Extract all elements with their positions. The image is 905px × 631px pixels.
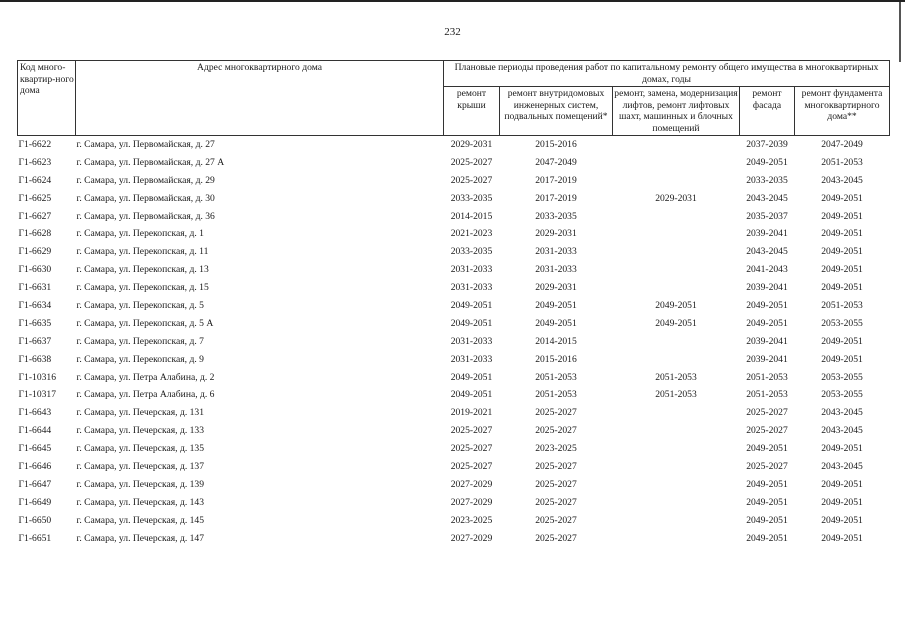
cell-engineering-systems: 2015-2016 <box>535 353 577 365</box>
cell-lifts <box>613 243 740 261</box>
cell-roof: 2025-2027 <box>450 443 493 455</box>
cell-lifts <box>613 333 740 351</box>
cell-lifts <box>613 136 740 154</box>
cell-engineering-systems: 2015-2016 <box>535 138 577 150</box>
cell-foundation: 2043-2045 <box>821 425 863 437</box>
cell-foundation: 2051-2053 <box>821 299 863 311</box>
cell-engineering-systems: 2049-2051 <box>535 317 577 329</box>
cell-engineering-systems: 2025-2027 <box>535 496 577 508</box>
cell-facade: 2049-2051 <box>746 156 788 168</box>
cell-foundation: 2049-2051 <box>821 210 863 222</box>
cell-address: г. Самара, ул. Петра Алабина, д. 6 <box>76 389 215 401</box>
cell-facade: 2025-2027 <box>746 460 788 472</box>
cell-facade: 2033-2035 <box>746 174 788 186</box>
cell-address: г. Самара, ул. Перекопская, д. 15 <box>76 282 209 294</box>
cell-roof: 2031-2033 <box>450 264 493 276</box>
cell-code: Г1-6646 <box>18 460 52 472</box>
cell-engineering-systems: 2025-2027 <box>535 425 577 437</box>
cell-foundation: 2049-2051 <box>821 192 863 204</box>
cell-facade: 2049-2051 <box>746 478 788 490</box>
cell-address: г. Самара, ул. Перекопская, д. 5 <box>76 299 204 311</box>
cell-code: Г1-6624 <box>18 174 52 186</box>
cell-foundation: 2049-2051 <box>821 335 863 347</box>
cell-foundation: 2049-2051 <box>821 353 863 365</box>
cell-lifts <box>613 476 740 494</box>
table-row <box>18 351 890 369</box>
capital-repair-plan-table <box>17 60 890 547</box>
cell-roof: 2023-2025 <box>450 514 493 526</box>
cell-roof: 2027-2029 <box>450 478 493 490</box>
table-row <box>18 172 890 190</box>
table-row <box>18 422 890 440</box>
cell-lifts <box>613 172 740 190</box>
table-row <box>18 494 890 512</box>
cell-lifts: 2051-2053 <box>655 371 697 383</box>
table-row <box>18 315 890 333</box>
table-row <box>18 208 890 226</box>
cell-foundation: 2049-2051 <box>821 443 863 455</box>
header-lifts: ремонт, замена, модернизация лифтов, ремонт лифтовых шахт, машинных и блочных помещений <box>614 88 738 134</box>
cell-roof: 2031-2033 <box>450 335 493 347</box>
cell-address: г. Самара, ул. Первомайская, д. 29 <box>76 174 215 186</box>
cell-foundation: 2049-2051 <box>821 514 863 526</box>
cell-address: г. Самара, ул. Первомайская, д. 27 <box>76 138 215 150</box>
table-row <box>18 279 890 297</box>
cell-roof: 2025-2027 <box>450 460 493 472</box>
cell-facade: 2049-2051 <box>746 532 788 544</box>
table-row <box>18 512 890 530</box>
cell-roof: 2049-2051 <box>450 371 493 383</box>
cell-facade: 2037-2039 <box>746 138 788 150</box>
table-row <box>18 136 890 154</box>
cell-facade: 2049-2051 <box>746 299 788 311</box>
cell-roof: 2033-2035 <box>450 246 493 258</box>
cell-foundation: 2047-2049 <box>821 138 863 150</box>
header-row-top <box>18 61 890 87</box>
cell-address: г. Самара, ул. Печерская, д. 137 <box>76 460 205 472</box>
cell-engineering-systems: 2029-2031 <box>535 228 577 240</box>
cell-engineering-systems: 2025-2027 <box>535 478 577 490</box>
cell-code: Г1-6631 <box>18 282 52 294</box>
cell-foundation: 2049-2051 <box>821 478 863 490</box>
cell-engineering-systems: 2025-2027 <box>535 407 577 419</box>
cell-facade: 2039-2041 <box>746 353 788 365</box>
cell-code: Г1-6645 <box>18 443 52 455</box>
cell-address: г. Самара, ул. Петра Алабина, д. 2 <box>76 371 215 383</box>
cell-roof: 2019-2021 <box>450 407 493 419</box>
cell-facade: 2041-2043 <box>746 264 788 276</box>
cell-engineering-systems: 2023-2025 <box>535 443 577 455</box>
cell-engineering-systems: 2014-2015 <box>535 335 577 347</box>
table-row <box>18 404 890 422</box>
table-row <box>18 261 890 279</box>
cell-engineering-systems: 2017-2019 <box>535 174 577 186</box>
cell-foundation: 2053-2055 <box>821 389 863 401</box>
cell-foundation: 2053-2055 <box>821 317 863 329</box>
cell-engineering-systems: 2017-2019 <box>535 192 577 204</box>
cell-facade: 2043-2045 <box>746 246 788 258</box>
table-row <box>18 154 890 172</box>
cell-code: Г1-6647 <box>18 478 52 490</box>
cell-lifts <box>613 261 740 279</box>
cell-code: Г1-6630 <box>18 264 52 276</box>
cell-engineering-systems: 2029-2031 <box>535 282 577 294</box>
cell-foundation: 2049-2051 <box>821 282 863 294</box>
table-row <box>18 333 890 351</box>
cell-lifts <box>613 351 740 369</box>
cell-foundation: 2043-2045 <box>821 174 863 186</box>
header-roof: ремонт крыши <box>444 87 500 136</box>
cell-code: Г1-6651 <box>18 532 52 544</box>
cell-code: Г1-6649 <box>18 496 52 508</box>
cell-roof: 2031-2033 <box>450 353 493 365</box>
cell-code: Г1-6650 <box>18 514 52 526</box>
table-row <box>18 225 890 243</box>
cell-code: Г1-10316 <box>18 371 57 383</box>
cell-lifts <box>613 404 740 422</box>
cell-lifts: 2029-2031 <box>655 192 697 204</box>
cell-address: г. Самара, ул. Первомайская, д. 36 <box>76 210 215 222</box>
header-planned-periods: Плановые периоды проведения работ по капитальному ремонту общего имущества в многоквартирных домах, годы <box>444 61 890 87</box>
cell-engineering-systems: 2033-2035 <box>535 210 577 222</box>
cell-engineering-systems: 2051-2053 <box>535 389 577 401</box>
cell-lifts <box>613 225 740 243</box>
cell-lifts <box>613 208 740 226</box>
cell-roof: 2049-2051 <box>450 389 493 401</box>
cell-roof: 2025-2027 <box>450 156 493 168</box>
cell-roof: 2021-2023 <box>450 228 493 240</box>
cell-address: г. Самара, ул. Перекопская, д. 9 <box>76 353 204 365</box>
cell-code: Г1-6625 <box>18 192 52 204</box>
table-row <box>18 369 890 387</box>
table-row <box>18 297 890 315</box>
cell-code: Г1-6634 <box>18 299 52 311</box>
cell-code: Г1-6622 <box>18 138 52 150</box>
cell-facade: 2039-2041 <box>746 228 788 240</box>
cell-address: г. Самара, ул. Печерская, д. 139 <box>76 478 205 490</box>
cell-facade: 2025-2027 <box>746 425 788 437</box>
cell-engineering-systems: 2025-2027 <box>535 532 577 544</box>
table-row <box>18 530 890 548</box>
cell-foundation: 2043-2045 <box>821 407 863 419</box>
cell-lifts: 2051-2053 <box>655 389 697 401</box>
cell-facade: 2039-2041 <box>746 335 788 347</box>
table-row <box>18 386 890 404</box>
cell-foundation: 2043-2045 <box>821 460 863 472</box>
cell-lifts <box>613 530 740 548</box>
cell-lifts <box>613 494 740 512</box>
cell-foundation: 2051-2053 <box>821 156 863 168</box>
cell-lifts <box>613 422 740 440</box>
cell-foundation: 2049-2051 <box>821 264 863 276</box>
cell-code: Г1-6643 <box>18 407 52 419</box>
cell-engineering-systems: 2049-2051 <box>535 299 577 311</box>
top-rule <box>0 0 905 2</box>
cell-facade: 2049-2051 <box>746 317 788 329</box>
cell-facade: 2049-2051 <box>746 443 788 455</box>
cell-address: г. Самара, ул. Первомайская, д. 27 А <box>76 156 225 168</box>
cell-engineering-systems: 2031-2033 <box>535 246 577 258</box>
cell-address: г. Самара, ул. Печерская, д. 131 <box>76 407 205 419</box>
cell-engineering-systems: 2047-2049 <box>535 156 577 168</box>
cell-engineering-systems: 2025-2027 <box>535 514 577 526</box>
cell-roof: 2025-2027 <box>450 425 493 437</box>
cell-foundation: 2049-2051 <box>821 532 863 544</box>
cell-engineering-systems: 2051-2053 <box>535 371 577 383</box>
table-row <box>18 440 890 458</box>
header-engineering-systems: ремонт внутридомовых инженерных систем, подвальных помещений* <box>500 87 613 136</box>
cell-code: Г1-6629 <box>18 246 52 258</box>
cell-address: г. Самара, ул. Печерская, д. 145 <box>76 514 205 526</box>
header-code: Код много-квартир-ного дома <box>18 61 76 136</box>
cell-roof: 2049-2051 <box>450 317 493 329</box>
cell-engineering-systems: 2025-2027 <box>535 460 577 472</box>
cell-foundation: 2049-2051 <box>821 246 863 258</box>
cell-lifts <box>613 279 740 297</box>
cell-lifts: 2049-2051 <box>655 299 697 311</box>
cell-facade: 2051-2053 <box>746 389 788 401</box>
cell-facade: 2049-2051 <box>746 514 788 526</box>
cell-foundation: 2049-2051 <box>821 496 863 508</box>
cell-lifts: 2049-2051 <box>655 317 697 329</box>
cell-facade: 2043-2045 <box>746 192 788 204</box>
cell-lifts <box>613 440 740 458</box>
page-number: 232 <box>444 26 461 38</box>
cell-code: Г1-10317 <box>18 389 57 401</box>
header-address: Адрес многоквартирного дома <box>76 61 444 136</box>
cell-lifts <box>613 458 740 476</box>
cell-facade: 2051-2053 <box>746 371 788 383</box>
table-row <box>18 190 890 208</box>
cell-code: Г1-6627 <box>18 210 52 222</box>
cell-address: г. Самара, ул. Перекопская, д. 7 <box>76 335 204 347</box>
cell-address: г. Самара, ул. Печерская, д. 135 <box>76 443 205 455</box>
cell-facade: 2025-2027 <box>746 407 788 419</box>
cell-engineering-systems: 2031-2033 <box>535 264 577 276</box>
cell-facade: 2049-2051 <box>746 496 788 508</box>
cell-address: г. Самара, ул. Печерская, д. 147 <box>76 532 205 544</box>
cell-foundation: 2053-2055 <box>821 371 863 383</box>
cell-code: Г1-6638 <box>18 353 52 365</box>
cell-roof: 2049-2051 <box>450 299 493 311</box>
cell-code: Г1-6637 <box>18 335 52 347</box>
cell-code: Г1-6623 <box>18 156 52 168</box>
cell-address: г. Самара, ул. Перекопская, д. 13 <box>76 264 209 276</box>
cell-roof: 2031-2033 <box>450 282 493 294</box>
cell-address: г. Самара, ул. Перекопская, д. 5 А <box>76 317 214 329</box>
header-foundation: ремонт фундамента многоквартирного дома** <box>795 87 890 136</box>
cell-code: Г1-6644 <box>18 425 52 437</box>
cell-foundation: 2049-2051 <box>821 228 863 240</box>
cell-roof: 2027-2029 <box>450 496 493 508</box>
cell-facade: 2035-2037 <box>746 210 788 222</box>
cell-code: Г1-6628 <box>18 228 52 240</box>
cell-roof: 2025-2027 <box>450 174 493 186</box>
table-row <box>18 243 890 261</box>
cell-address: г. Самара, ул. Первомайская, д. 30 <box>76 192 215 204</box>
cell-code: Г1-6635 <box>18 317 52 329</box>
cell-address: г. Самара, ул. Перекопская, д. 11 <box>76 246 209 258</box>
table-row <box>18 458 890 476</box>
cell-facade: 2039-2041 <box>746 282 788 294</box>
cell-roof: 2014-2015 <box>450 210 493 222</box>
cell-roof: 2029-2031 <box>450 138 493 150</box>
header-facade: ремонт фасада <box>740 87 795 136</box>
cell-address: г. Самара, ул. Печерская, д. 143 <box>76 496 205 508</box>
cell-roof: 2027-2029 <box>450 532 493 544</box>
table-row <box>18 476 890 494</box>
cell-lifts <box>613 154 740 172</box>
cell-roof: 2033-2035 <box>450 192 493 204</box>
cell-address: г. Самара, ул. Перекопская, д. 1 <box>76 228 204 240</box>
cell-lifts <box>613 512 740 530</box>
cell-address: г. Самара, ул. Печерская, д. 133 <box>76 425 205 437</box>
table-body <box>18 136 890 548</box>
